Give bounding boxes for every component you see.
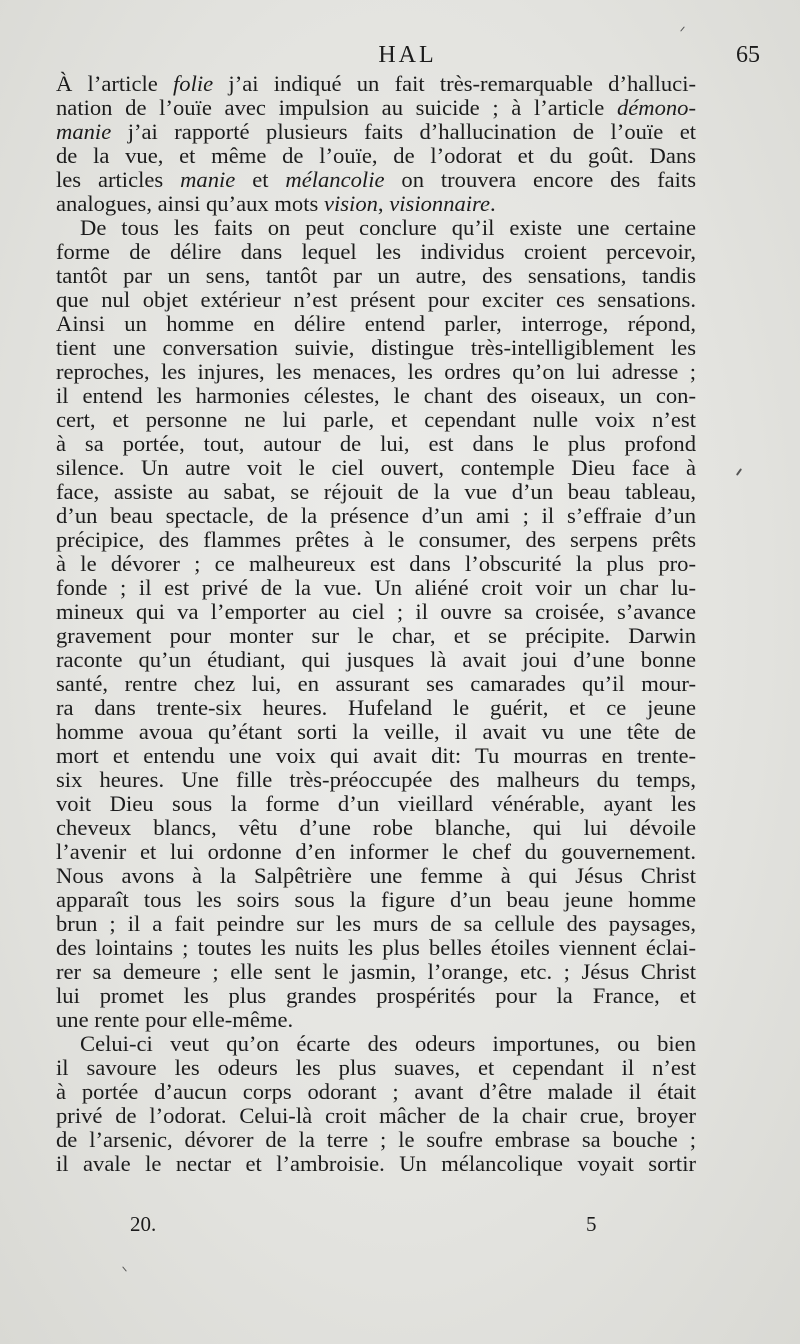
text-run: de l’arsenic, dévorer de la terre ; le soufre embrase sa bouche ; [56,1127,696,1152]
text-run: silence. Un autre voit le ciel ouvert, contemple Dieu face à [56,455,696,480]
signature-mark: 5 [586,1212,597,1236]
text-run: et [235,167,286,192]
text-line [56,888,696,912]
text-run: lui promet les plus grandes prospérités pour la France, et [56,983,696,1008]
text-run: il savoure les odeurs les plus suaves, et cependant il n’est [56,1055,696,1080]
text-run: tient une conversation suivie, distingue très-intelligiblement les [56,335,696,360]
text-run: De tous les faits on peut conclure qu’il existe une certaine [80,215,696,240]
text-run: à le dévorer ; ce malheureux est dans l’obscurité la plus pro- [56,551,696,576]
text-line [56,144,696,168]
text-line [56,72,696,96]
text-run: les articles [56,167,181,192]
text-run: reproches, les injures, les menaces, les ordres qu’on lui adresse ; [56,359,696,384]
text-line [56,360,696,384]
text-line [56,288,696,312]
text-line [56,168,696,192]
italic-term: manie [56,119,112,144]
text-run: l’avenir et lui ordonne d’en informer le chef du gouvernement. [56,839,696,864]
text-line [56,1008,696,1032]
text-run: Ainsi un homme en délire entend parler, interroge, répond, [56,311,696,336]
text-run: j’ai indiqué un fait très-remarquable d’halluci- [213,71,696,96]
text-run: raconte qu’un étudiant, qui jusques là avait joui d’une bonne [56,647,696,672]
text-line [56,216,696,240]
italic-term: mélancolie [285,167,385,192]
text-line [56,1032,696,1056]
text-line [56,312,696,336]
text-line [56,240,696,264]
text-line [56,648,696,672]
text-line [56,192,696,216]
text-run: forme de délire dans lequel les individus croient percevoir, [56,239,696,264]
text-run: santé, rentre chez lui, en assurant ses camarades qu’il mour- [56,671,696,696]
text-run: des lointains ; toutes les nuits les plus belles étoiles viennent éclai- [56,935,696,960]
text-run: fonde ; il est privé de la vue. Un aliéné croit voir un char lu- [56,575,696,600]
text-line [56,744,696,768]
page-header [55,42,760,72]
italic-term: manie [180,167,236,192]
text-run: rer sa demeure ; elle sent le jasmin, l’orange, etc. ; Jésus Christ [56,959,696,984]
text-line [56,1080,696,1104]
italic-term: visionnaire [389,191,491,216]
text-run: Celui-ci veut qu’on écarte des odeurs importunes, ou bien [80,1031,696,1056]
text-line [56,1152,696,1176]
text-run: privé de l’odorat. Celui-là croit mâcher de la chair crue, broyer [56,1103,696,1128]
italic-term: folie [173,71,214,96]
text-run: de la vue, et même de l’ouïe, de l’odorat et du goût. Dans [56,143,696,168]
text-line [56,816,696,840]
text-run: homme avoua qu’étant sorti la veille, il avait vu une tête de [56,719,696,744]
text-run: analogues, ainsi qu’aux mots [56,191,324,216]
text-line [56,336,696,360]
text-line [56,432,696,456]
paper-speck [680,26,685,31]
text-line [56,720,696,744]
article-body [56,72,696,1176]
text-run: , [377,191,390,216]
text-line [56,456,696,480]
page-footer [56,1212,696,1242]
text-run: brun ; il a fait peindre sur les murs de sa cellule des paysages, [56,911,696,936]
text-run: Nous avons à la Salpêtrière une femme à qui Jésus Christ [56,863,696,888]
text-run: on trouvera encore des faits [384,167,696,192]
printer-signature: 20. [130,1212,157,1236]
italic-term: vision [323,191,378,216]
text-line [56,912,696,936]
text-run: apparaît tous les soirs sous la figure d’un beau jeune homme [56,887,696,912]
text-line [56,672,696,696]
text-line [56,864,696,888]
paper-speck [736,468,742,476]
text-run: ra dans trente-six heures. Hufeland le guérit, et ce jeune [56,695,696,720]
italic-term: démono- [616,95,696,120]
text-run: j’ai rapporté plusieurs faits d’hallucination de l’ouïe et [111,119,696,144]
text-line [56,408,696,432]
text-line [56,792,696,816]
text-run: précipice, des flammes prêtes à le consumer, des serpens prêts [56,527,696,552]
text-line [56,768,696,792]
text-line [56,1104,696,1128]
text-line [56,264,696,288]
text-line [56,600,696,624]
text-run: cert, et personne ne lui parle, et cependant nulle voix n’est [56,407,696,432]
text-line [56,552,696,576]
text-run: à sa portée, tout, autour de lui, est dans le plus profond [56,431,696,456]
text-line [56,504,696,528]
text-run: . [490,191,496,216]
text-run: cheveux blancs, vêtu d’une robe blanche, qui lui dévoile [56,815,696,840]
text-line [56,384,696,408]
text-line [56,1128,696,1152]
text-run: voit Dieu sous la forme d’un vieillard vénérable, ayant les [56,791,696,816]
text-run: nation de l’ouïe avec impulsion au suicide ; à l’article [56,95,617,120]
text-run: une rente pour elle-même. [56,1007,294,1032]
text-line [56,480,696,504]
text-run: que nul objet extérieur n’est présent pour exciter ces sensations. [56,287,696,312]
text-run: six heures. Une fille très-préoccupée des malheurs du temps, [56,767,696,792]
text-line [56,576,696,600]
text-line [56,528,696,552]
text-run: gravement pour monter sur le char, et se précipite. Darwin [56,623,696,648]
text-line [56,936,696,960]
text-line [56,960,696,984]
text-run: tantôt par un sens, tantôt par un autre, des sensations, tandis [56,263,696,288]
text-run: à portée d’aucun corps odorant ; avant d’être malade il était [56,1079,696,1104]
text-run: il entend les harmonies célestes, le chant des oiseaux, un con- [56,383,696,408]
text-run: mineux qui va l’emporter au ciel ; il ouvre sa croisée, s’avance [56,599,696,624]
paper-speck [122,1266,127,1271]
text-run: À l’article [56,71,174,96]
text-run: il avale le nectar et l’ambroisie. Un mélancolique voyait sortir [56,1151,696,1176]
text-line [56,696,696,720]
text-line [56,840,696,864]
text-line [56,96,696,120]
page-number: 65 [736,42,760,68]
text-line [56,120,696,144]
text-line [56,984,696,1008]
text-run: d’un beau spectacle, de la présence d’un ami ; il s’effraie d’un [56,503,696,528]
text-run: face, assiste au sabat, se réjouit de la vue d’un beau tableau, [56,479,696,504]
text-line [56,624,696,648]
text-line [56,1056,696,1080]
running-head: HAL [378,42,437,68]
text-run: mort et entendu une voix qui avait dit: Tu mourras en trente- [56,743,696,768]
